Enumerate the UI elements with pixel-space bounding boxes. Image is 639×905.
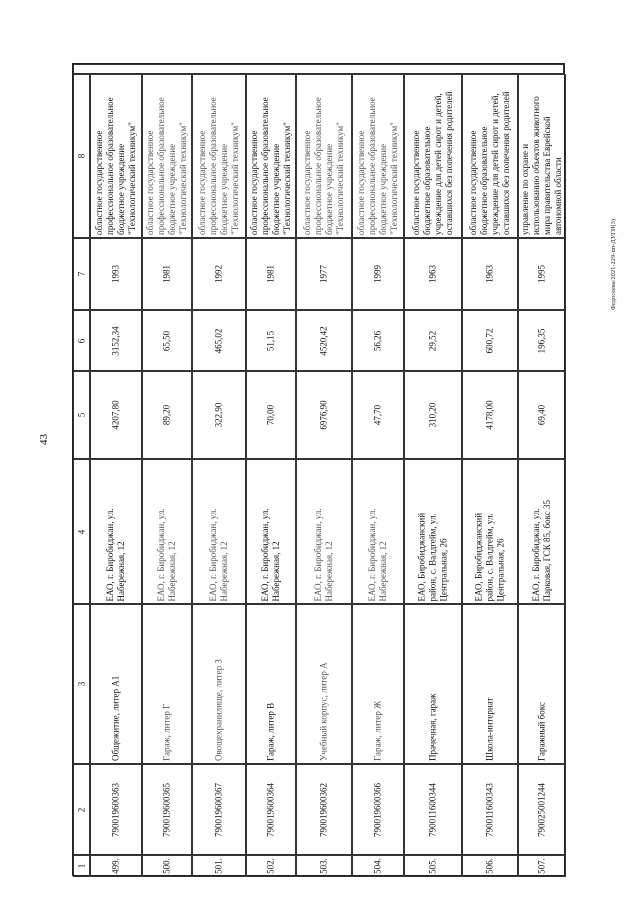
row-5-holder-text: областное государственное профессиональное образовательное бюджетное учреждение "Технологический техникум" [302,97,345,235]
row-9-holder [518,74,566,238]
row-2-n-text: 500. [161,858,172,874]
row-5-code [296,764,352,855]
header-cell-col-4 [73,459,90,604]
row-5-address [296,459,352,604]
row-7-holder [404,74,462,238]
header-cell-col-8 [73,74,90,238]
row-5-name-text: Учебный корпус, литер А [318,662,329,761]
row-6-holder-text: областное государственное профессиональное образовательное бюджетное учреждение "Технологический техникум" [356,97,399,235]
row-7-cost [404,310,462,371]
row-7-code [404,764,462,855]
row-9-name-text: Гаражный бокс [536,702,547,761]
row-8-year [462,238,518,310]
row-8-n-text: 506. [484,858,495,874]
row-2-name [142,604,192,764]
row-2-year-text: 1981 [161,265,172,283]
row-7-code-text: 790011600344 [427,782,438,837]
header-cell-col-1 [73,855,90,877]
row-3-name [192,604,246,764]
row-2-code-text: 790019600365 [161,782,172,837]
row-4-holder [246,74,296,238]
row-8-address [462,459,518,604]
page-number: 43 [38,434,50,445]
row-3-address-text: ЕАО, г. Биробиджан, ул. Набережная, 12 [208,507,229,601]
row-8-name-text: Школа-интернат [484,697,495,761]
row-9-n [518,855,566,877]
header-cell-col-3-text: 3 [76,681,86,687]
row-5-area [296,371,352,459]
row-1-address [90,459,142,604]
row-3-address [192,459,246,604]
row-5-code-text: 790019600362 [318,782,329,837]
header-cell-col-2-text: 2 [76,807,86,812]
row-5-n [296,855,352,877]
row-3-name-text: Овощехранилище, литер З [213,659,224,761]
row-2-holder-text: областное государственное профессиональное образовательное бюджетное учреждение "Технологический техникум" [145,97,188,235]
header-cell-col-8-text: 8 [76,153,86,159]
row-1-holder-text: областное государственное профессиональное образовательное бюджетное учреждение "Технологический техникум" [94,97,137,235]
row-4-area-text: 70,00 [265,404,276,426]
row-6-address-text: ЕАО, г. Биробиджан, ул. Набережная, 12 [367,507,388,601]
row-6-holder [352,74,404,238]
row-1-code [90,764,142,855]
header-cell-col-7 [73,238,90,310]
row-4-name-text: Гараж, литер В [265,702,276,761]
property-table [72,63,565,876]
row-2-year [142,238,192,310]
row-9-holder-text: управление по охране и использованию объектов животного мира правительства Еврейской автономной области [520,96,563,235]
row-3-area [192,371,246,459]
row-7-name-text: Прачечная, гараж [427,693,438,761]
header-cell-col-2 [73,764,90,855]
row-9-year-text: 1995 [536,265,547,283]
row-9-cost-text: 196,35 [536,328,547,353]
row-8-area-text: 4178,00 [484,400,495,430]
row-2-holder [142,74,192,238]
row-2-address-text: ЕАО, г. Биробиджан, ул. Набережная, 12 [156,507,177,601]
row-7-holder-text: областное государственное бюджетное образовательное учреждение для детей сирот и детей, оставшихся без попечения родителей [411,91,454,235]
row-4-cost [246,310,296,371]
row-5-year-text: 1977 [318,265,329,283]
row-4-year [246,238,296,310]
row-6-area-text: 47,70 [372,404,383,426]
row-8-cost-text: 600,72 [484,328,495,353]
row-7-area-text: 310,20 [427,402,438,428]
row-1-area [90,371,142,459]
row-9-address [518,459,566,604]
row-5-n-text: 503. [318,858,329,874]
row-1-area-text: 4207,80 [110,400,121,430]
row-8-address-text: ЕАО, Биробиджанский район, с. Валдгейм, ул. Центральная, 26 [473,512,506,601]
row-9-area [518,371,566,459]
row-8-holder-text: областное государственное бюджетное образовательное учреждение для детей сирот и детей, оставшихся без попечения родителей [468,91,511,235]
header-cell-col-6-text: 6 [76,338,86,343]
row-2-name-text: Гараж, литер Г [161,703,172,761]
row-7-area [404,371,462,459]
row-5-address-text: ЕАО, г. Биробиджан, ул. Набережная, 12 [313,507,334,601]
row-8-area [462,371,518,459]
row-7-n [404,855,462,877]
row-9-area-text: 69,40 [536,404,547,426]
row-4-year-text: 1981 [265,265,276,283]
row-4-holder-text: областное государственное профессиональное образовательное бюджетное учреждение "Технологический техникум" [249,97,292,235]
row-5-cost [296,310,352,371]
header-cell-col-6 [73,310,90,371]
row-2-address [142,459,192,604]
row-3-n [192,855,246,877]
row-6-code [352,764,404,855]
table-top-strip [73,64,564,74]
row-6-name [352,604,404,764]
header-cell-col-3 [73,604,90,764]
row-4-address-text: ЕАО, г. Биробиджан, ул. Набережная, 12 [260,507,281,601]
row-2-area-text: 89,20 [161,404,172,426]
row-9-name [518,604,566,764]
row-8-n [462,855,518,877]
row-2-code [142,764,192,855]
row-6-code-text: 790019600366 [372,782,383,837]
row-5-area-text: 6976,90 [318,400,329,430]
row-5-holder [296,74,352,238]
row-8-cost [462,310,518,371]
row-3-area-text: 322,90 [213,402,224,428]
row-6-year [352,238,404,310]
row-6-n [352,855,404,877]
row-7-address-text: ЕАО, Биробиджанский район, с. Валдгейм, ул. Центральная, 26 [416,512,449,601]
row-9-code-text: 790025001244 [536,782,547,837]
row-3-holder-text: областное государственное профессиональное образовательное бюджетное учреждение "Технологический техникум" [197,97,240,235]
row-5-name [296,604,352,764]
row-3-n-text: 501. [213,858,224,874]
row-3-cost-text: 465,02 [213,328,224,353]
row-5-year [296,238,352,310]
row-1-n-text: 499. [110,858,121,874]
row-3-code-text: 790019600367 [213,782,224,837]
row-1-year [90,238,142,310]
row-6-year-text: 1999 [372,265,383,283]
row-6-cost-text: 56,26 [372,330,383,351]
row-1-name [90,604,142,764]
row-2-n [142,855,192,877]
row-6-name-text: Гараж, литер Ж [372,700,383,761]
row-9-cost [518,310,566,371]
row-3-cost [192,310,246,371]
row-3-year [192,238,246,310]
row-9-n-text: 507. [536,858,547,874]
row-5-cost-text: 4520,42 [318,325,329,356]
row-4-area [246,371,296,459]
row-1-code-text: 790019600363 [110,782,121,837]
header-cell-col-5-text: 5 [76,412,86,418]
row-7-cost-text: 29,52 [427,330,438,351]
row-7-name [404,604,462,764]
row-1-holder [90,74,142,238]
row-7-year-text: 1963 [427,265,438,283]
row-9-code [518,764,566,855]
row-4-code-text: 790019600364 [265,782,276,837]
row-7-year [404,238,462,310]
row-6-address [352,459,404,604]
row-6-n-text: 504. [372,858,383,874]
row-6-cost [352,310,404,371]
row-8-holder [462,74,518,238]
header-cell-col-7-text: 7 [76,271,86,277]
row-4-n [246,855,296,877]
row-3-year-text: 1992 [213,265,224,283]
row-1-year-text: 1993 [110,265,121,283]
header-cell-col-1-text: 1 [76,863,86,869]
row-8-name [462,604,518,764]
row-9-year [518,238,566,310]
header-cell-col-5 [73,371,90,459]
header-cell-col-4-text: 4 [76,529,86,534]
row-1-address-text: ЕАО, г. Биробиджан, ул. Набережная, 12 [105,507,126,601]
row-4-code [246,764,296,855]
row-7-n-text: 505. [427,858,438,874]
row-3-holder [192,74,246,238]
row-1-cost-text: 3152,34 [110,325,121,356]
row-4-name [246,604,296,764]
row-8-code-text: 790011600343 [484,782,495,837]
row-4-cost-text: 51,15 [265,330,276,351]
row-1-name-text: Общежитие, литер А1 [110,675,121,761]
row-1-cost [90,310,142,371]
row-2-area [142,371,192,459]
row-4-address [246,459,296,604]
row-8-year-text: 1963 [484,265,495,283]
row-8-code [462,764,518,855]
row-2-cost-text: 65,50 [161,330,172,351]
row-4-n-text: 502. [265,858,276,874]
row-1-n [90,855,142,877]
row-3-code [192,764,246,855]
row-7-address [404,459,462,604]
row-2-cost [142,310,192,371]
document-footer: Федосеева/2021-229-пп-ДУГИ(3) [611,218,617,310]
row-9-address-text: ЕАО, г. Биробиджан, ул. Парковая, ГСК 85, бокс 35 [531,499,552,601]
row-6-area [352,371,404,459]
